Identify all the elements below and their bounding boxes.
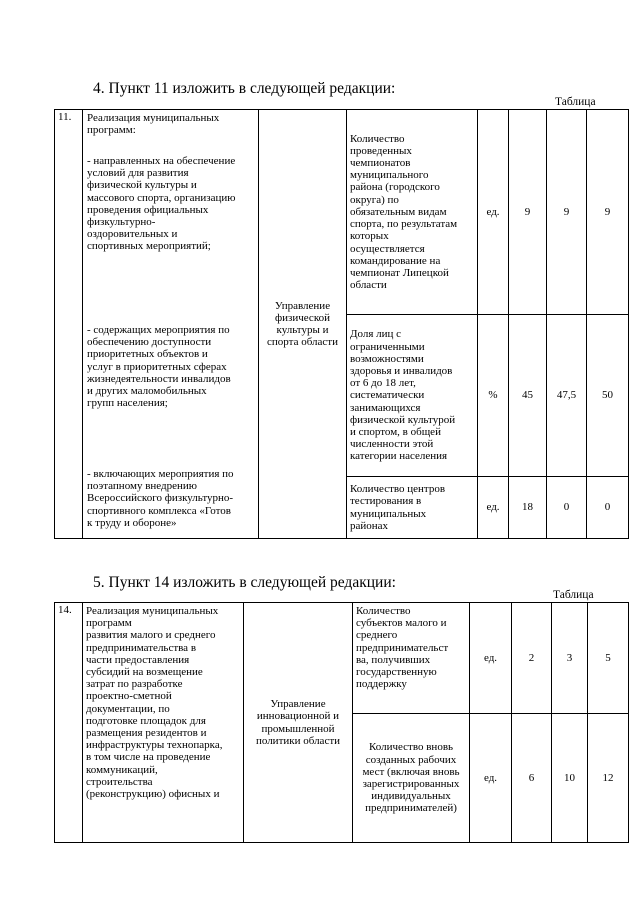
indicator-value-2: 3 (552, 603, 588, 714)
section5-table-label: Таблица (553, 589, 594, 601)
indicator-unit: ед. (470, 603, 512, 714)
indicator-value-3: 12 (588, 714, 629, 843)
description-cell: Реализация муниципальных программ развития малого и среднего предпринимательства в части предоставления субсидий на возмещение затрат по разработке проектно-сметной документации, по подготовке площадок для размещения резидентов и инфраструктуры технопарка, в том числе на проведение коммуникаций, строительства (реконструкцию) офисных и (83, 603, 244, 843)
indicator-text: Количество субъектов малого и среднего предпринимательст ва, получивших государственную поддержку (353, 603, 470, 714)
row-number: 14. (55, 603, 83, 843)
indicator-value-3: 50 (587, 315, 629, 477)
indicator-unit: ед. (470, 714, 512, 843)
indicator-value-3: 0 (587, 477, 629, 539)
section5-table (54, 602, 629, 843)
description-part-3: - включающих мероприятия по поэтапному внедрению Всероссийского физкультурно- спортивного комплекса «Готов к труду и обороне» (87, 468, 234, 529)
indicator-value-2: 10 (552, 714, 588, 843)
table-row (55, 603, 629, 714)
section4-table-label: Таблица (555, 96, 596, 108)
indicator-value-2: 47,5 (547, 315, 587, 477)
indicator-value-1: 9 (509, 110, 547, 315)
indicator-value-3: 9 (587, 110, 629, 315)
indicator-text: Доля лиц с ограниченными возможностями здоровья и инвалидов от 6 до 18 лет, систематически занимающихся физической культурой и спортом, в общей численности этой категории населения (347, 315, 478, 477)
section4-heading: 4. Пункт 11 изложить в следующей редакции: (93, 80, 396, 97)
description-intro: Реализация муниципальных программ: (87, 112, 220, 137)
table-row (55, 110, 629, 315)
description-cell (83, 110, 259, 539)
indicator-unit: ед. (478, 110, 509, 315)
description-part-2: - содержащих мероприятия по обеспечению доступности приоритетных объектов и услуг в приоритетных сферах жизнедеятельности инвалидов и других маломобильных групп населения; (87, 324, 231, 410)
row-number: 11. (55, 110, 83, 539)
description-part-1: - направленных на обеспечение условий для развития физической культуры и массового спорта, организацию проведения официальных физкультурно- оздоровительных и спортивных мероприятий; (87, 155, 236, 253)
indicator-value-2: 0 (547, 477, 587, 539)
indicator-text: Количество проведенных чемпионатов муниципального района (городского округа) по обязательным видам спорта, по результатам которых осуществляется командирование на чемпионат Липецкой области (347, 110, 478, 315)
indicator-value-3: 5 (588, 603, 629, 714)
indicator-value-1: 18 (509, 477, 547, 539)
indicator-value-2: 9 (547, 110, 587, 315)
agency-cell: Управление физической культуры и спорта области (259, 110, 347, 539)
agency-cell: Управление инновационной и промышленной политики области (244, 603, 353, 843)
section4-table (54, 109, 629, 539)
indicator-value-1: 6 (512, 714, 552, 843)
section5-heading: 5. Пункт 14 изложить в следующей редакции: (93, 574, 396, 591)
indicator-value-1: 45 (509, 315, 547, 477)
indicator-unit: ед. (478, 477, 509, 539)
indicator-unit: % (478, 315, 509, 477)
indicator-text: Количество вновь созданных рабочих мест (включая вновь зарегистрированных индивидуальных предпринимателей) (353, 714, 470, 843)
indicator-text: Количество центров тестирования в муниципальных районах (347, 477, 478, 539)
indicator-value-1: 2 (512, 603, 552, 714)
